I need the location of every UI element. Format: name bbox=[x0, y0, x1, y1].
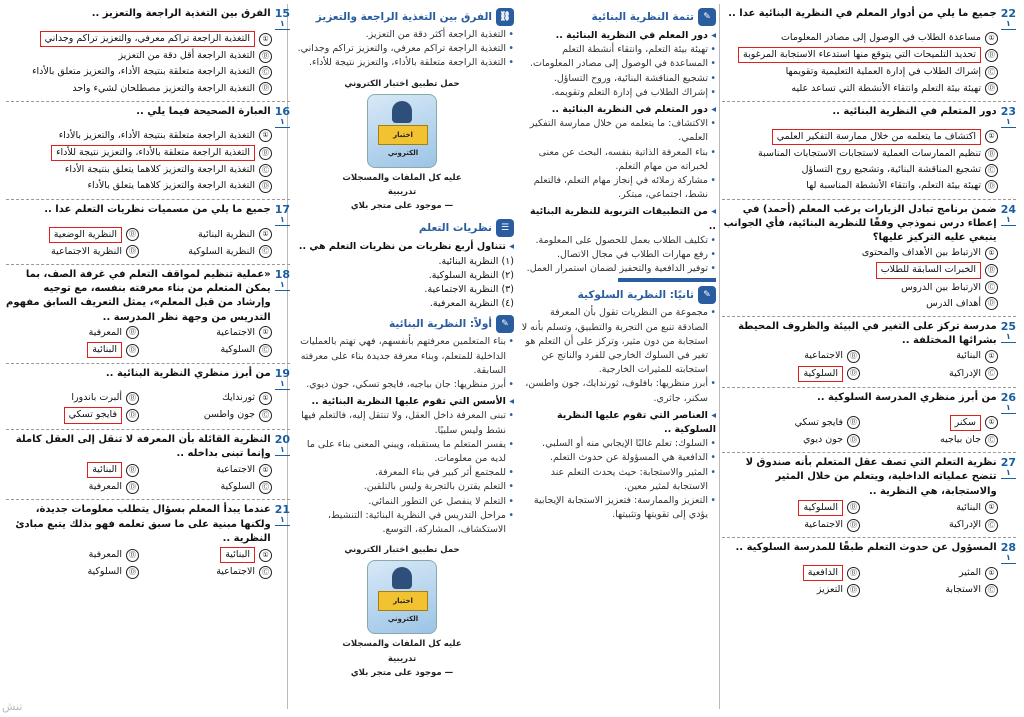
option-text: الاجتماعية bbox=[804, 350, 843, 362]
notes-column-b bbox=[290, 4, 514, 709]
section-badge-icon: ☰ bbox=[496, 219, 514, 237]
list-item: • تهيئة بيئة التعلم، وانتقاء أنشطة التعلم bbox=[520, 43, 716, 57]
list-item: • التعزيز والممارسة: فتعزيز الاستجابة الإيجابية يؤدي إلى تقويتها وتثبيتها. bbox=[520, 494, 716, 522]
link-icon: ⛓ bbox=[496, 8, 514, 26]
option-text: الاستجابة bbox=[945, 584, 981, 596]
bullet-list bbox=[520, 117, 716, 202]
option-text: فايجو تسكي bbox=[794, 416, 843, 428]
answer-option-correct[interactable] bbox=[6, 30, 272, 48]
answer-option[interactable] bbox=[722, 245, 998, 261]
option-letter-icon: Ⓓ bbox=[259, 180, 272, 193]
option-text: ثورندايك bbox=[221, 392, 255, 404]
answer-option[interactable] bbox=[6, 81, 272, 97]
option-letter-icon: Ⓒ bbox=[985, 584, 998, 597]
section-title: ✎ ثانيًا: النظرية السلوكية bbox=[520, 286, 716, 304]
answer-option[interactable] bbox=[722, 296, 998, 312]
list-item: • توفير الدافعية والتحفيز لضمان استمرار العمل. bbox=[520, 262, 716, 276]
option-text: النظرية السلوكية bbox=[188, 245, 255, 257]
section-title: ☰ نظريات التعلم bbox=[290, 219, 514, 237]
option-text: جون واطسن bbox=[203, 409, 255, 421]
section-subtitle: ◂ دور المتعلم في النظرية البنائية .. bbox=[520, 103, 716, 117]
list-item: • الاكتشاف: ما يتعلمه من خلال ممارسة التفكير العلمي. bbox=[520, 117, 716, 145]
answer-option[interactable] bbox=[139, 325, 272, 341]
answer-option[interactable] bbox=[139, 564, 272, 580]
option-letter-icon: ① bbox=[985, 32, 998, 45]
option-letter-icon: Ⓒ bbox=[259, 566, 272, 579]
option-text: السلوكية bbox=[798, 366, 843, 382]
answer-option[interactable] bbox=[6, 162, 272, 178]
question-block bbox=[6, 264, 290, 363]
option-letter-icon: Ⓑ bbox=[847, 567, 860, 580]
answer-option-correct[interactable] bbox=[6, 144, 272, 162]
question-text: مدرسة تركز على التغير في البيئة والظروف المحيطة بشرائها المختلفة .. bbox=[738, 321, 997, 347]
answer-option[interactable] bbox=[722, 162, 998, 178]
list-item: (٤) النظرية المعرفية. bbox=[429, 298, 514, 310]
answer-option[interactable] bbox=[139, 479, 272, 495]
option-letter-icon: Ⓒ bbox=[985, 519, 998, 532]
answer-option-correct[interactable] bbox=[6, 461, 139, 479]
question-text: جميع ما يلي من أدوار المعلم في النظرية البنائية عدا .. bbox=[728, 8, 997, 19]
option-text: تهيئة بيئة التعلم وانتقاء الأنشطة التي تساعد عليه bbox=[791, 82, 981, 94]
question-block bbox=[722, 387, 1016, 452]
bullet-list bbox=[520, 306, 716, 405]
list-item: • تشجيع المناقشة البنائية، وروح التساؤل. bbox=[520, 72, 716, 86]
question-text: «عملية تنظيم لمواقف التعلم في غرفة الصف، بما يمكن المتعلم من بناء معرفته بنفسه، مع توجيه وإرشاد من قبل المعلم»، يمثل التعريف السابق مفهوم التدريس من وجهة نظر المدرسة .. bbox=[6, 269, 271, 323]
list-item: • التغذية الراجعة أكثر دقة من التعزيز. bbox=[290, 28, 514, 42]
question-block bbox=[6, 363, 290, 428]
notes-column-a bbox=[520, 4, 716, 709]
section-title: ✎ تتمة النظرية البنائية bbox=[520, 8, 716, 26]
answer-option[interactable] bbox=[860, 432, 998, 448]
section-subtitle: ◂ تتناول أربع نظريات من نظريات التعلم هي .. bbox=[290, 240, 514, 254]
list-item: (١) النظرية البنائية. bbox=[438, 255, 514, 267]
question-text: دور المتعلم في النظرية البنائية .. bbox=[832, 105, 997, 117]
answer-option-correct[interactable] bbox=[722, 564, 860, 582]
option-letter-icon: Ⓑ bbox=[259, 50, 272, 63]
option-text: التغذية الراجعة والتعزيز كلاهما يتعلق بنتيجة الأداء bbox=[64, 164, 255, 176]
bullet-list bbox=[520, 234, 716, 277]
option-text: مساعدة الطلاب في الوصول إلى مصادر المعلومات bbox=[780, 32, 981, 43]
option-text: النظرية الوضعية bbox=[49, 227, 122, 243]
option-text: تنظيم الممارسات العملية لاستجابات الاستجابات المناسبة bbox=[758, 148, 981, 160]
list-item: • المساعدة في الوصول إلى مصادر المعلومات. bbox=[520, 57, 716, 71]
option-letter-icon: Ⓓ bbox=[126, 409, 139, 422]
option-text: المعرفية bbox=[88, 326, 122, 338]
list-item: • مراحل التدريس في النظرية البنائية: التنشيط، الاستكشاف، المشاركة، التوسع. bbox=[290, 509, 514, 537]
list-item: • بناء المتعلمين معرفتهم بأنفسهم، فهي تهتم بالعمليات الداخلية للمتعلم، وبناء معرفة جديدة بناء على معرفته السابقة. bbox=[290, 335, 514, 378]
option-letter-icon: ① bbox=[985, 130, 998, 143]
option-letter-icon: ① bbox=[259, 129, 272, 142]
answer-option[interactable] bbox=[860, 365, 998, 383]
questions-column-left bbox=[6, 4, 290, 709]
question-block bbox=[722, 4, 1016, 101]
answer-option-correct[interactable] bbox=[6, 406, 139, 424]
question-block bbox=[6, 199, 290, 264]
promo-top-text: حمل تطبيق اختبار الكتروني bbox=[344, 545, 460, 556]
answer-option[interactable] bbox=[6, 564, 139, 580]
option-letter-icon: Ⓓ bbox=[985, 180, 998, 193]
answer-option[interactable] bbox=[6, 48, 272, 64]
option-letter-icon: Ⓑ bbox=[126, 392, 139, 405]
option-letter-icon: Ⓒ bbox=[985, 66, 998, 79]
watermark: تنش bbox=[2, 700, 23, 713]
list-item: • إشراك الطلاب في إدارة التعلم وتقويمه. bbox=[520, 86, 716, 100]
answer-option-correct[interactable] bbox=[722, 499, 860, 517]
divider bbox=[618, 278, 716, 282]
answer-option[interactable] bbox=[722, 146, 998, 162]
option-text: ألبرت باندورا bbox=[71, 392, 122, 404]
question-block bbox=[722, 199, 1016, 316]
bullet-list bbox=[290, 409, 514, 537]
answer-option[interactable] bbox=[722, 517, 860, 533]
option-letter-icon: ① bbox=[259, 33, 272, 46]
option-text: جان بياجيه bbox=[939, 434, 981, 446]
answer-option[interactable] bbox=[139, 341, 272, 359]
option-text: فايجو تسكي bbox=[64, 407, 122, 423]
option-text: السلوكية bbox=[220, 481, 255, 493]
option-letter-icon: Ⓓ bbox=[985, 82, 998, 95]
answer-option[interactable] bbox=[6, 390, 139, 406]
answer-option[interactable] bbox=[722, 178, 998, 194]
teacher-figure-icon bbox=[392, 101, 412, 123]
answer-option[interactable] bbox=[139, 461, 272, 479]
question-number: 22 ١ bbox=[1001, 7, 1016, 30]
promo-bottom-text: عليه كل الملفات والمسجلات تدريبية bbox=[342, 172, 462, 198]
option-text: التغذية الراجعة متعلقة بالأداء، والتعزيز نتيجة للأداء bbox=[51, 145, 255, 161]
option-text: المثير bbox=[958, 567, 981, 579]
option-letter-icon: Ⓒ bbox=[259, 164, 272, 177]
list-item: • بناء المعرفة الذاتية بنفسه، البحث عن معنى لخبراته من مهام التعلم. bbox=[520, 146, 716, 174]
question-block bbox=[6, 4, 290, 101]
question-text: النظرية القائلة بأن المعرفة لا تنقل إلى العقل كاملة وإنما تبنى بداخله .. bbox=[15, 433, 271, 459]
option-letter-icon: ① bbox=[259, 549, 272, 562]
answer-option[interactable] bbox=[6, 325, 139, 341]
option-letter-icon: Ⓑ bbox=[126, 464, 139, 477]
promo-store-text: — موجود على متجر بلاي bbox=[350, 667, 454, 678]
answer-option[interactable] bbox=[860, 517, 998, 533]
answer-option-correct[interactable] bbox=[722, 46, 998, 64]
app-promo[interactable] bbox=[327, 543, 477, 680]
option-text: البنائية bbox=[87, 342, 122, 358]
answer-option[interactable] bbox=[722, 30, 998, 46]
question-block bbox=[722, 101, 1016, 199]
option-text: البنائية bbox=[220, 547, 255, 563]
option-text: الاجتماعية bbox=[216, 326, 255, 338]
column-divider bbox=[719, 4, 720, 709]
answer-option[interactable] bbox=[6, 244, 139, 260]
question-text: العبارة الصحيحة فيما يلي .. bbox=[136, 105, 271, 117]
option-text: السلوكية bbox=[798, 500, 843, 516]
question-text: جميع ما يلي من مسميات نظريات التعلم عدا .. bbox=[44, 203, 271, 215]
option-letter-icon: Ⓑ bbox=[126, 549, 139, 562]
option-letter-icon: Ⓑ bbox=[126, 228, 139, 241]
section-subtitle: ◂ الأسس التي تقوم عليها النظرية البنائية .. bbox=[290, 395, 514, 409]
section-title: ✎ أولاً: النظرية البنائية bbox=[290, 315, 514, 333]
option-letter-icon: Ⓒ bbox=[985, 434, 998, 447]
option-letter-icon: Ⓓ bbox=[126, 566, 139, 579]
option-text: البنائية bbox=[956, 350, 981, 362]
option-text: البنائية bbox=[87, 462, 122, 478]
option-letter-icon: Ⓓ bbox=[126, 481, 139, 494]
question-block bbox=[6, 101, 290, 199]
answer-option[interactable] bbox=[722, 64, 998, 80]
answer-option[interactable] bbox=[722, 432, 860, 448]
question-number: 18 ١ bbox=[275, 268, 290, 291]
option-letter-icon: Ⓓ bbox=[847, 434, 860, 447]
answer-option-correct[interactable] bbox=[6, 341, 139, 359]
option-text: الإدراكية bbox=[949, 519, 981, 531]
question-number: 24 ١ bbox=[1001, 203, 1016, 226]
option-letter-icon: ① bbox=[259, 392, 272, 405]
app-logo-image bbox=[367, 560, 437, 634]
answer-option-correct[interactable] bbox=[722, 261, 998, 279]
option-letter-icon: ① bbox=[259, 326, 272, 339]
option-text: إشراك الطلاب في إدارة العملية التعليمية وتقويمها bbox=[785, 66, 981, 78]
teacher-figure-icon bbox=[392, 567, 412, 589]
bullet-list bbox=[520, 43, 716, 100]
list-item: • تكليف الطلاب بعمل للحصول على المعلومة. bbox=[520, 234, 716, 248]
option-text: الاجتماعية bbox=[804, 519, 843, 531]
answer-option-correct[interactable] bbox=[6, 226, 139, 244]
option-text: المعرفية bbox=[88, 549, 122, 561]
bullet-list bbox=[290, 335, 514, 392]
option-letter-icon: Ⓑ bbox=[985, 148, 998, 161]
question-number: 21 ١ bbox=[275, 503, 290, 526]
list-item: • أبرز منظريها: جان بياجيه، فايجو تسكي، جون ديوي. bbox=[290, 378, 514, 392]
option-text: أهداف الدرس bbox=[926, 297, 981, 309]
answer-option[interactable] bbox=[860, 348, 998, 364]
question-number: 15 ١ bbox=[275, 7, 290, 30]
option-letter-icon: Ⓓ bbox=[847, 367, 860, 380]
answer-option[interactable] bbox=[860, 564, 998, 582]
list-item: • المثير والاستجابة: حيث يحدث التعلم عند الاستجابة لمثير معين. bbox=[520, 466, 716, 494]
answer-option[interactable] bbox=[860, 499, 998, 517]
option-letter-icon: Ⓒ bbox=[259, 245, 272, 258]
promo-top-text: حمل تطبيق اختبار الكتروني bbox=[344, 78, 460, 89]
option-text: جون ديوي bbox=[803, 434, 843, 446]
list-item: • الدافعية هي المسؤولة عن حدوث التعلم. bbox=[520, 451, 716, 465]
answer-option[interactable] bbox=[722, 582, 860, 598]
list-item: (٣) النظرية الاجتماعية. bbox=[424, 284, 514, 296]
list-item: (٢) النظرية السلوكية. bbox=[428, 269, 514, 281]
option-text: التغذية الراجعة متعلقة بنتيجة الأداء، والتعزيز بالأداء bbox=[58, 129, 255, 141]
question-number: 19 ١ bbox=[275, 367, 290, 390]
question-text: الفرق بين التغذية الراجعة والتعزيز .. bbox=[91, 8, 271, 19]
question-number: 28 ١ bbox=[1001, 541, 1016, 564]
answer-option[interactable] bbox=[860, 582, 998, 598]
answer-option[interactable] bbox=[722, 280, 998, 296]
option-text: الارتباط بين الأهداف والمحتوى bbox=[861, 247, 981, 259]
question-number: 27 ١ bbox=[1001, 456, 1016, 479]
question-block bbox=[6, 429, 290, 500]
question-number: 23 ١ bbox=[1001, 105, 1016, 128]
option-text: التغذية الراجعة والتعزيز مصطلحان لشيء واحد bbox=[72, 82, 255, 94]
list-item: • رفع مهارات الطلاب في مجال الاتصال. bbox=[520, 248, 716, 262]
option-text: المعرفية bbox=[88, 481, 122, 493]
option-letter-icon: Ⓒ bbox=[259, 409, 272, 422]
section-badge-icon: ✎ bbox=[698, 286, 716, 304]
answer-option[interactable] bbox=[6, 178, 272, 194]
list-item: • التغذية الراجعة متعلقة بالأداء، والتعزيز نتيجة للأداء. bbox=[290, 56, 514, 70]
answer-option[interactable] bbox=[139, 244, 272, 260]
list-item: • مجموعة من النظريات تقول بأن المعرفة الصادقة تنبع من التجربة والتطبيق، وتسلم بأنه لا استجابة من دون مثير، وتركز على أن التعلم هو تغير في السلوك الخارجي للفرد والناتج عن استجابته للمثيرات الخارجية. bbox=[520, 306, 716, 377]
option-letter-icon: Ⓑ bbox=[847, 416, 860, 429]
section-subtitle: ◂ دور المعلم في النظرية البنائية .. bbox=[520, 29, 716, 43]
option-text: الارتباط بين الدروس bbox=[901, 281, 981, 293]
question-number: 25 ١ bbox=[1001, 320, 1016, 343]
section-subtitle: ◂ من التطبيقات التربوية للنظرية البنائية .. bbox=[520, 205, 716, 233]
section-badge-icon: ✎ bbox=[496, 315, 514, 333]
option-letter-icon: Ⓓ bbox=[126, 245, 139, 258]
option-letter-icon: Ⓒ bbox=[259, 344, 272, 357]
option-text: النظرية الاجتماعية bbox=[50, 245, 122, 257]
question-block bbox=[722, 452, 1016, 537]
option-text: البنائية bbox=[956, 501, 981, 513]
option-letter-icon: ① bbox=[259, 228, 272, 241]
list-item: • للمجتمع أثر كبير في بناء المعرفة. bbox=[290, 466, 514, 480]
list-item: • مشاركة زملائه في إنجاز مهام التعلم، فالتعلم نشط، اجتماعي، مبتكر. bbox=[520, 174, 716, 202]
option-letter-icon: Ⓒ bbox=[985, 367, 998, 380]
option-text: السلوكية bbox=[87, 566, 122, 578]
option-text: التغذية الراجعة أقل دقة من التعزيز bbox=[118, 50, 255, 62]
list-item: • التغذية الراجعة تراكم معرفي، والتعزيز تراكم وجداني. bbox=[290, 42, 514, 56]
answer-option[interactable] bbox=[6, 546, 139, 564]
answer-option[interactable] bbox=[722, 414, 860, 432]
promo-store-text: — موجود على متجر بلاي bbox=[350, 201, 454, 212]
list-item: • تبنى المعرفة داخل العقل، ولا تنتقل إليه، فالتعلم فيها نشط وليس سلبيًا. bbox=[290, 409, 514, 437]
question-text: نظرية التعلم التي تصف عقل المتعلم بأنه صندوق لا تتضح عملياته الداخلية، ويتعلم من خلال المثير والاستجابة، هي النظرية .. bbox=[745, 457, 997, 497]
answer-option[interactable] bbox=[6, 479, 139, 495]
section-badge-icon: ✎ bbox=[698, 8, 716, 26]
answer-option-correct[interactable] bbox=[860, 414, 998, 432]
bullet-list bbox=[520, 437, 716, 522]
promo-logo-text: اختبار الكتروني bbox=[378, 125, 428, 145]
question-number: 16 ١ bbox=[275, 105, 290, 128]
option-letter-icon: Ⓑ bbox=[259, 147, 272, 160]
question-text: المسؤول عن حدوث التعلم طبقًا للمدرسة السلوكية .. bbox=[735, 542, 997, 554]
option-letter-icon: Ⓒ bbox=[985, 164, 998, 177]
option-letter-icon: Ⓒ bbox=[985, 281, 998, 294]
bullet-list bbox=[290, 255, 514, 312]
bullet-list bbox=[290, 28, 514, 71]
question-number: 26 ١ bbox=[1001, 391, 1016, 414]
option-text: التغذية الراجعة متعلقة بنتيجة الأداء، والتعزيز متعلق بالأداء bbox=[32, 66, 255, 78]
option-letter-icon: ① bbox=[985, 501, 998, 514]
option-letter-icon: Ⓒ bbox=[259, 66, 272, 79]
app-promo[interactable] bbox=[327, 77, 477, 214]
option-text: الدافعية bbox=[803, 565, 843, 581]
answer-option[interactable] bbox=[139, 406, 272, 424]
option-text: التعزيز bbox=[816, 584, 843, 596]
question-text: من أبرز منظري المدرسة السلوكية .. bbox=[816, 391, 997, 403]
promo-logo-text: اختبار الكتروني bbox=[378, 591, 428, 611]
option-text: التغذية الراجعة تراكم معرفي، والتعزيز تراكم وجداني bbox=[40, 31, 255, 47]
option-letter-icon: ① bbox=[985, 416, 998, 429]
option-letter-icon: Ⓑ bbox=[985, 264, 998, 277]
answer-option[interactable] bbox=[139, 226, 272, 244]
option-letter-icon: Ⓒ bbox=[259, 481, 272, 494]
answer-option[interactable] bbox=[6, 64, 272, 80]
list-item: • أبرز منظريها: بافلوف، ثورندايك، جون واطسن، سكنر، جاثري. bbox=[520, 377, 716, 405]
promo-bottom-text: عليه كل الملفات والمسجلات تدريبية bbox=[342, 639, 462, 664]
option-letter-icon: Ⓓ bbox=[847, 519, 860, 532]
question-text: ضمن برنامج تبادل الزيارات يرغب المعلم (أحمد) في إعطاء درس نموذجي وفقًا للنظرية البنائية، فأي الجوانب ينبغي عليه التركيز عليها؟ bbox=[723, 203, 997, 244]
option-text: النظرية البنائية bbox=[198, 228, 255, 240]
option-letter-icon: Ⓓ bbox=[259, 82, 272, 95]
option-text: تحديد التلميحات التي يتوقع منها استدعاء الاستجابة المرغوبة bbox=[738, 47, 981, 63]
option-letter-icon: Ⓓ bbox=[985, 297, 998, 310]
list-item: • يفسر المتعلم ما يستقبله، ويبني المعنى بناء على ما لديه من معلومات. bbox=[290, 438, 514, 466]
option-text: تشجيع المناقشة البنائية، وتشجيع روح التساؤل bbox=[801, 164, 981, 176]
question-number: 17 ١ bbox=[275, 203, 290, 226]
list-item: • السلوك: تعلم غالبًا الإيجابي منه أو السلبي. bbox=[520, 437, 716, 451]
option-text: الخبرات السابقة للطلاب bbox=[876, 262, 981, 278]
answer-option[interactable] bbox=[139, 390, 272, 406]
question-block bbox=[722, 537, 1016, 602]
option-letter-icon: Ⓓ bbox=[847, 584, 860, 597]
option-letter-icon: ① bbox=[985, 350, 998, 363]
option-letter-icon: ① bbox=[985, 247, 998, 260]
list-item: • التعلم يقترن بالتجربة وليس بالتلقين. bbox=[290, 480, 514, 494]
option-text: تهيئة بيئة التعلم، وانتقاء الأنشطة المناسبة لها bbox=[806, 180, 981, 192]
option-letter-icon: Ⓓ bbox=[126, 344, 139, 357]
answer-option-correct[interactable] bbox=[139, 546, 272, 564]
answer-option-correct[interactable] bbox=[722, 128, 998, 146]
question-number: 20 ١ bbox=[275, 433, 290, 456]
section-subtitle: ◂ العناصر التي تقوم عليها النظرية السلوكية .. bbox=[520, 409, 716, 437]
option-text: الاجتماعية bbox=[216, 566, 255, 578]
question-block bbox=[6, 499, 290, 584]
answer-option-correct[interactable] bbox=[722, 365, 860, 383]
option-letter-icon: Ⓑ bbox=[847, 501, 860, 514]
option-letter-icon: Ⓑ bbox=[126, 326, 139, 339]
option-text: سكنر bbox=[950, 415, 981, 431]
list-item: • التعلم لا ينفصل عن التطور النمائي. bbox=[290, 495, 514, 509]
option-text: السلوكية bbox=[220, 344, 255, 356]
option-letter-icon: ① bbox=[259, 464, 272, 477]
option-letter-icon: ① bbox=[985, 567, 998, 580]
app-logo-image bbox=[367, 94, 437, 168]
question-text: من أبرز منظري النظرية البنائية .. bbox=[105, 368, 271, 380]
option-text: الاجتماعية bbox=[216, 464, 255, 476]
answer-option[interactable] bbox=[722, 81, 998, 97]
answer-option[interactable] bbox=[722, 348, 860, 364]
questions-column-right bbox=[722, 4, 1016, 709]
section-title: ⛓ الفرق بين التغذية الراجعة والتعزيز bbox=[290, 8, 514, 26]
question-text: عندما يبدأ المعلم بسؤال يتطلب معلومات جديدة، ولكنها مبنية على ما سبق تعلمه فهو بذلك يتبع مبادئ النظرية .. bbox=[15, 504, 271, 544]
option-letter-icon: Ⓑ bbox=[847, 350, 860, 363]
answer-option[interactable] bbox=[6, 128, 272, 144]
option-text: التغذية الراجعة والتعزيز كلاهما يتعلق بالأداء bbox=[87, 180, 255, 192]
option-letter-icon: Ⓑ bbox=[985, 49, 998, 62]
question-block bbox=[722, 316, 1016, 387]
option-text: الإدراكية bbox=[949, 367, 981, 379]
option-text: اكتشاف ما يتعلمه من خلال ممارسة التفكير العلمي bbox=[772, 129, 981, 145]
